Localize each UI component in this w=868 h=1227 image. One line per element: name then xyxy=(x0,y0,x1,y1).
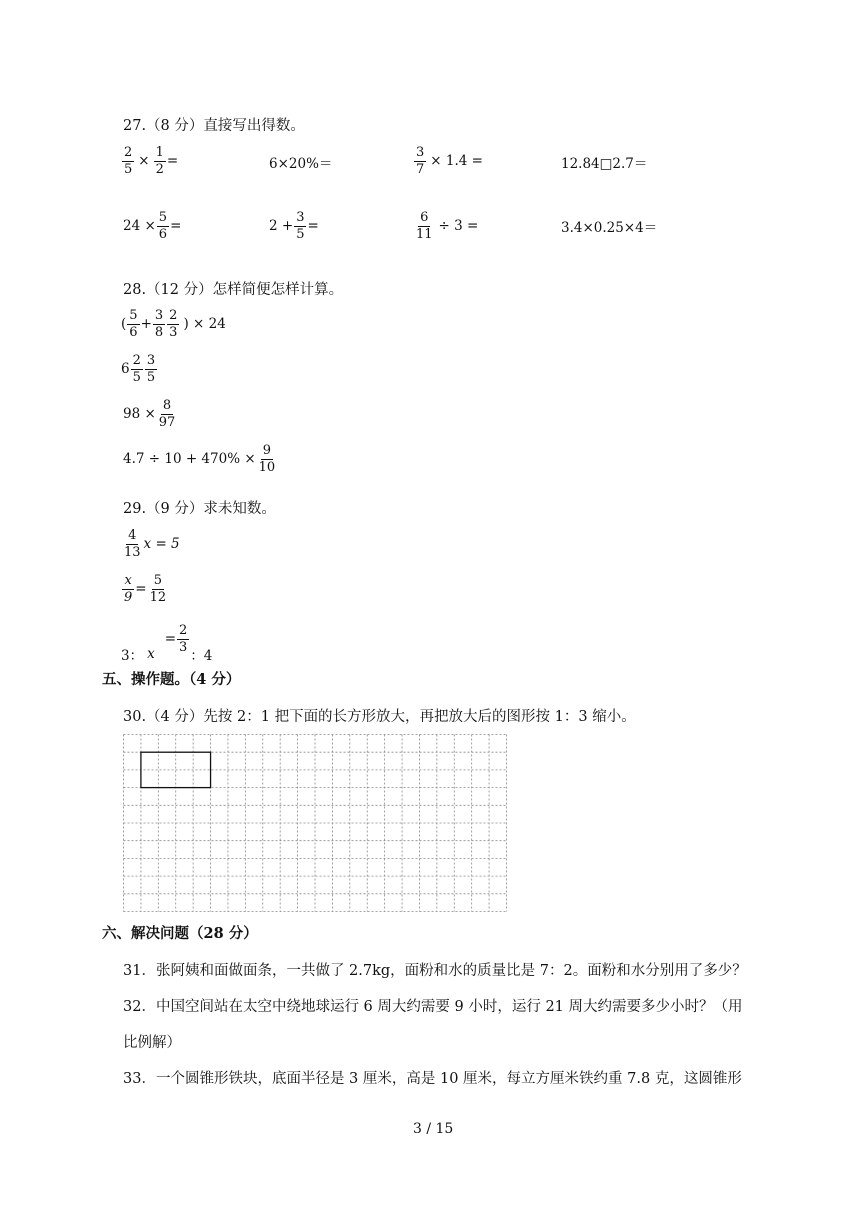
q27-item-8: 3.4×0.25×4＝ xyxy=(561,220,658,236)
q33-text: 33．一个圆锥形铁块，底面半径是 3 厘米，高是 10 厘米，每立方厘米铁约重 7.8 克，这圆锥形 xyxy=(123,1071,742,1087)
q29-eq-2: $\frac{x}{9}$ = $\frac{5}{12}$ xyxy=(124,573,167,605)
page-number: 3 / 15 xyxy=(413,1121,454,1137)
dotted-grid xyxy=(123,734,507,912)
q32-line-2: 比例解） xyxy=(123,1035,181,1051)
q28-expr-4: 4.7 ÷ 10 + 470% × $\frac{9}{10}$ xyxy=(123,443,276,475)
q28-expr-3: 98 × $\frac{8}{97}$ xyxy=(123,398,176,430)
q29-eq-1: $\frac{4}{13}$ x = 5 xyxy=(124,528,180,560)
q27-item-5: 24 × $\frac{5}{6}$ = xyxy=(123,210,182,242)
q28-expr-1: ( $\frac{5}{6}$ + $\frac{3}{8}$ $\frac{2}{3}$ ) × 24 xyxy=(121,308,226,340)
q27-item-2: 6×20%＝ xyxy=(269,156,333,172)
q29-eq-3: 3： x = $\frac{2}{3}$ ：4 xyxy=(121,622,213,664)
q28-title: 28.（12 分）怎样简便怎样计算。 xyxy=(123,282,344,298)
q27-item-1: $\frac{2}{5}$ × $\frac{1}{2}$ = xyxy=(124,145,179,177)
q32-line-1: 32．中国空间站在太空中绕地球运行 6 周大约需要 9 小时，运行 21 周大约需要多少小时？（用 xyxy=(123,999,743,1015)
q29-title: 29.（9 分）求未知数。 xyxy=(123,501,276,517)
q27-item-3: $\frac{3}{7}$ × 1.4 = xyxy=(416,145,483,177)
section-6-title: 六、解决问题（28 分） xyxy=(102,925,258,942)
q30-title: 30.（4 分）先按 2：1 把下面的长方形放大，再把放大后的图形按 1：3 缩小。 xyxy=(123,709,636,725)
q28-expr-2: 6 $\frac{2}{5}$ $\frac{3}{5}$ xyxy=(121,353,156,385)
section-5-title: 五、操作题。（4 分） xyxy=(102,671,241,688)
q27-item-7: $\frac{6}{11}$ ÷ 3 = xyxy=(416,210,479,242)
q27-item-6: 2 + $\frac{3}{5}$ = xyxy=(269,210,319,242)
q27-title: 27.（8 分）直接写出得数。 xyxy=(123,118,305,134)
q31-text: 31．张阿姨和面做面条，一共做了 2.7kg，面粉和水的质量比是 7：2。面粉和水分别用了多少？ xyxy=(123,963,747,979)
q27-item-4: 12.84□2.7＝ xyxy=(561,156,648,172)
